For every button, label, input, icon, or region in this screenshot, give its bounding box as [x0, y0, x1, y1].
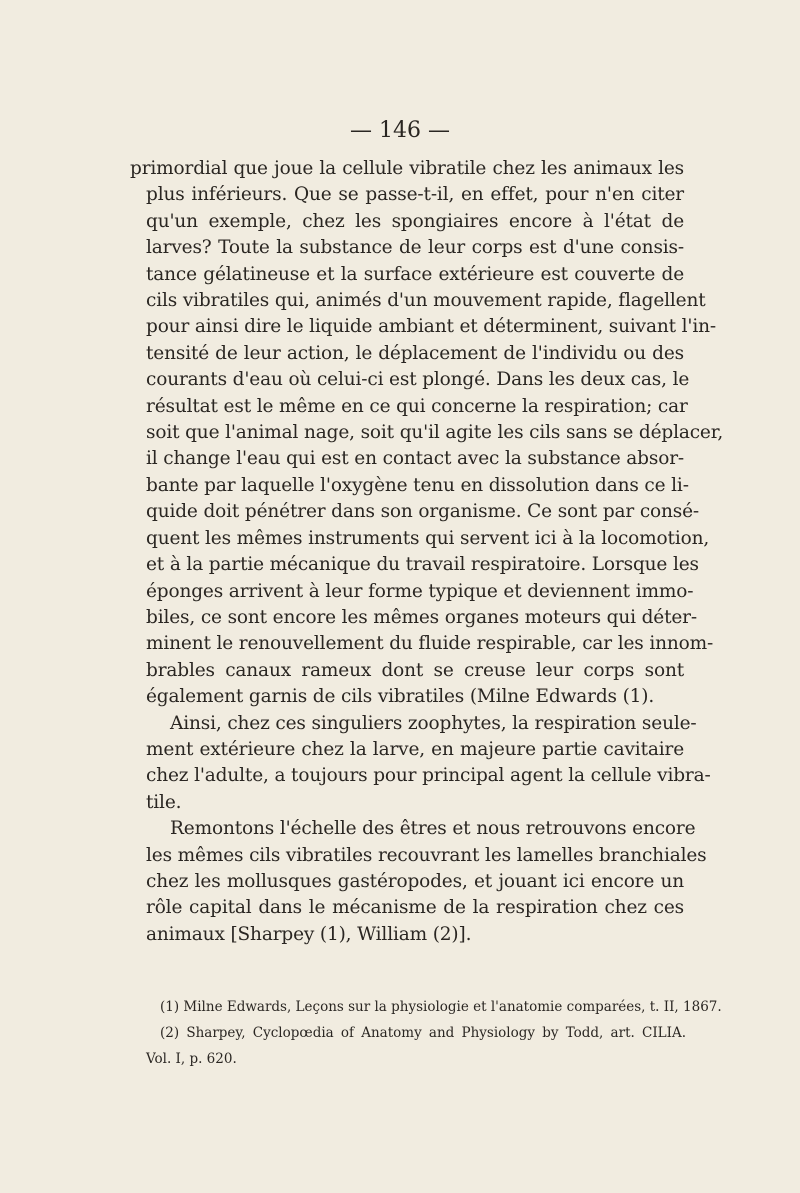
text-line: larves? Toute la substance de leur corps est d'une consis-	[146, 237, 684, 259]
text-line: brables canaux rameux dont se creuse leur corps sont	[146, 659, 684, 681]
page-number: — 146 —	[350, 118, 450, 143]
text-line: Remontons l'échelle des êtres et nous retrouvons encore	[170, 818, 696, 840]
paragraph-1	[130, 156, 724, 711]
text-line: tance gélatineuse et la surface extérieure est couverte de	[146, 263, 684, 285]
text-line: éponges arrivent à leur forme typique et deviennent immo-	[146, 580, 694, 602]
text-line: tile.	[146, 791, 182, 813]
text-line: Ainsi, chez ces singuliers zoophytes, la respiration seule-	[170, 712, 697, 734]
text-line: primordial que joue la cellule vibratile chez les animaux les	[130, 158, 684, 179]
text-line: résultat est le même en ce qui concerne la respiration; car	[146, 395, 688, 417]
text-line: il change l'eau qui est en contact avec la substance absor-	[146, 448, 684, 470]
paragraph-3	[146, 816, 707, 948]
footnote-2-continuation: Vol. I, p. 620.	[146, 1051, 237, 1067]
text-line: ment extérieure chez la larve, en majeure partie cavitaire	[146, 738, 684, 760]
text-line: quide doit pénétrer dans son organisme. Ce sont par consé-	[146, 501, 700, 523]
text-line: plus inférieurs. Que se passe-t-il, en effet, pour n'en citer	[146, 184, 684, 206]
footnote-1: (1) Milne Edwards, Leçons sur la physiologie et l'anatomie comparées, t. II, 1867.	[160, 999, 722, 1015]
text-line: minent le renouvellement du fluide respirable, car les innom-	[146, 633, 714, 655]
text-line: chez l'adulte, a toujours pour principal agent la cellule vibra-	[146, 765, 711, 787]
text-line: courants d'eau où celui-ci est plongé. Dans les deux cas, le	[146, 369, 690, 391]
paragraph-2	[146, 711, 711, 817]
footnote-2: (2) Sharpey, Cyclopœdia of Anatomy and Physiology by Todd, art. CILIA.	[160, 1025, 686, 1041]
text-line: quent les mêmes instruments qui servent ici à la locomotion,	[146, 527, 710, 549]
text-line: également garnis de cils vibratiles (Milne Edwards (1).	[146, 686, 655, 708]
text-line: et à la partie mécanique du travail respiratoire. Lorsque les	[146, 554, 699, 576]
text-line: soit que l'animal nage, soit qu'il agite les cils sans se déplacer,	[146, 422, 724, 444]
text-line: tensité de leur action, le déplacement de l'individu ou des	[146, 342, 684, 364]
text-line: les mêmes cils vibratiles recouvrant les lamelles branchiales	[146, 844, 707, 866]
text-line: bante par laquelle l'oxygène tenu en dissolution dans ce li-	[146, 474, 689, 496]
text-line: qu'un exemple, chez les spongiaires encore à l'état de	[146, 210, 684, 232]
text-line: rôle capital dans le mécanisme de la respiration chez ces	[146, 897, 684, 919]
text-line: chez les mollusques gastéropodes, et jouant ici encore un	[146, 870, 684, 892]
footnotes	[146, 994, 722, 1072]
body-text	[130, 156, 724, 948]
text-line: biles, ce sont encore les mêmes organes moteurs qui déter-	[146, 606, 697, 628]
text-line: animaux [Sharpey (1), William (2)].	[146, 923, 472, 945]
text-line: pour ainsi dire le liquide ambiant et déterminent, suivant l'in-	[146, 316, 716, 338]
text-line: cils vibratiles qui, animés d'un mouvement rapide, flagellent	[146, 290, 706, 312]
